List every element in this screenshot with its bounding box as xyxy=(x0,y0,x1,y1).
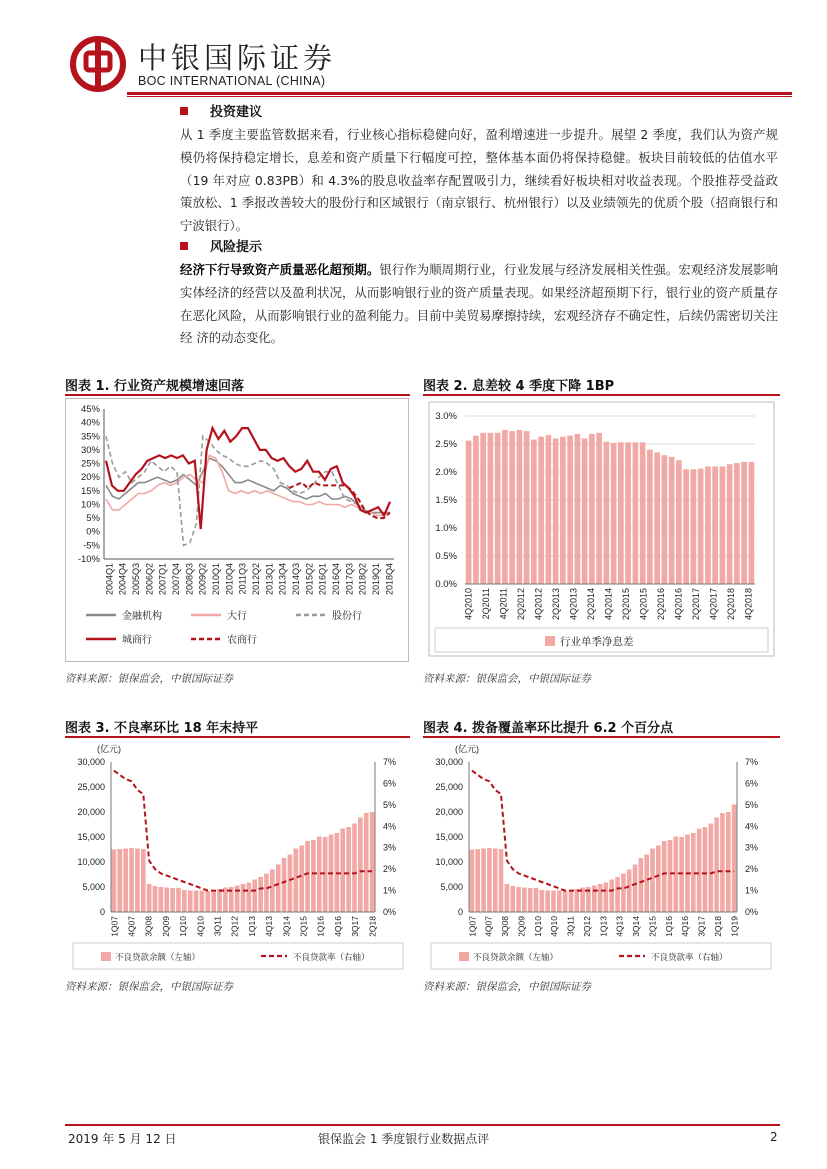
legend-swatch xyxy=(101,952,111,961)
bar xyxy=(553,438,559,584)
y2-tick-label: 1% xyxy=(745,885,759,896)
bar xyxy=(352,824,357,913)
y2-tick-label: 0% xyxy=(745,907,759,917)
x-tick-label: 2Q15 xyxy=(298,916,309,937)
x-tick-label: 4Q2012 xyxy=(533,588,544,621)
y2-tick-label: 7% xyxy=(383,757,397,767)
figure-2-title: 图表 2. 息差较 4 季度下降 1BP xyxy=(423,379,615,394)
y-tick-label: 10,000 xyxy=(77,857,105,867)
x-tick-label: 4Q16 xyxy=(680,916,691,937)
y2-tick-label: 4% xyxy=(745,821,759,832)
bar xyxy=(493,849,498,913)
legend-label: 大行 xyxy=(227,611,247,622)
bar xyxy=(205,891,210,912)
risk-lead: 经济下行导致资产质量恶化超预期。 xyxy=(180,262,380,277)
x-tick-label: 3Q08 xyxy=(143,916,154,937)
y2-tick-label: 5% xyxy=(745,799,759,810)
y-axis-unit: (亿元) xyxy=(455,744,479,754)
y-tick-label: 15,000 xyxy=(77,832,105,842)
y2-tick-label: 2% xyxy=(383,864,397,875)
bar xyxy=(540,890,545,912)
x-tick-label: 4Q2014 xyxy=(603,588,614,621)
x-tick-label: 2017Q3 xyxy=(344,563,355,596)
y-tick-label: 0.0% xyxy=(435,579,457,590)
x-tick-label: 2004Q1 xyxy=(104,563,115,596)
y2-tick-label: 7% xyxy=(745,757,759,767)
x-tick-label: 2007Q1 xyxy=(157,563,168,596)
figure-1-source: 资料来源：银保监会，中银国际证券 xyxy=(65,673,233,685)
bar xyxy=(574,889,579,912)
x-tick-label: 1Q19 xyxy=(729,916,740,937)
bar xyxy=(517,430,523,584)
bar xyxy=(516,887,521,912)
bar xyxy=(683,469,689,584)
bar xyxy=(662,455,668,584)
bar xyxy=(734,463,740,584)
bar xyxy=(217,889,222,912)
bar xyxy=(546,435,552,584)
x-tick-label: 2009Q2 xyxy=(197,563,208,596)
bar xyxy=(703,827,708,912)
y-tick-label: 1.5% xyxy=(435,495,457,506)
y-tick-label: 0 xyxy=(99,907,105,917)
bar xyxy=(732,805,737,913)
bar xyxy=(575,434,581,584)
y-tick-label: 25,000 xyxy=(77,782,105,792)
bar xyxy=(495,433,501,584)
bar xyxy=(726,812,731,912)
legend-label: 不良贷款余额（左轴） xyxy=(115,952,201,962)
bar xyxy=(712,466,718,584)
asset-growth-line-chart xyxy=(66,399,408,661)
x-tick-label: 4Q07 xyxy=(126,916,137,937)
bar xyxy=(235,886,240,913)
bar xyxy=(625,442,631,584)
bar xyxy=(720,466,726,584)
x-tick-label: 4Q2013 xyxy=(568,588,579,621)
bar xyxy=(611,443,617,584)
y2-tick-label: 6% xyxy=(745,778,759,789)
x-tick-label: 2013Q1 xyxy=(264,563,275,596)
x-tick-label: 2019Q1 xyxy=(371,563,382,596)
bar xyxy=(604,883,609,913)
x-tick-label: 3Q11 xyxy=(565,916,576,937)
header-rule xyxy=(127,92,792,95)
bar xyxy=(563,891,568,912)
x-tick-label: 2005Q3 xyxy=(131,563,142,596)
y-tick-label: 30,000 xyxy=(435,757,463,767)
bar xyxy=(662,841,667,912)
x-tick-label: 1Q07 xyxy=(467,916,478,937)
x-tick-label: 4Q2015 xyxy=(638,588,649,621)
legend-label: 不良贷款率（右轴） xyxy=(293,952,370,962)
bar xyxy=(705,466,711,584)
x-tick-label: 4Q2017 xyxy=(708,588,719,621)
bar xyxy=(475,849,480,912)
x-tick-label: 1Q07 xyxy=(109,916,120,937)
npl-ratio-line xyxy=(472,771,734,891)
bar xyxy=(480,433,486,584)
bar xyxy=(293,849,298,913)
x-tick-label: 2004Q4 xyxy=(117,563,128,596)
bar xyxy=(470,850,475,913)
bar xyxy=(176,888,181,912)
figure-1-box xyxy=(65,398,409,662)
bar xyxy=(252,880,257,913)
bar xyxy=(708,824,713,913)
bar xyxy=(311,840,316,912)
x-tick-label: 2Q09 xyxy=(516,916,527,937)
x-tick-label: 4Q2016 xyxy=(673,588,684,621)
boc-logo-icon xyxy=(70,36,126,92)
x-tick-label: 4Q2011 xyxy=(498,588,509,620)
bar xyxy=(582,438,588,584)
bar xyxy=(288,855,293,913)
y2-tick-label: 1% xyxy=(383,885,397,896)
bar xyxy=(615,877,620,912)
figure-4-box xyxy=(423,738,780,973)
x-tick-label: 2008Q3 xyxy=(184,563,195,596)
npl-chart-3 xyxy=(65,738,410,973)
bar xyxy=(668,840,673,912)
bar xyxy=(370,812,375,912)
x-tick-label: 2010Q1 xyxy=(211,563,222,596)
y-tick-label: -5% xyxy=(83,540,100,552)
legend-swatch xyxy=(459,952,469,961)
y-tick-label: 0 xyxy=(457,907,463,917)
bar xyxy=(644,855,649,913)
x-tick-label: 2Q2015 xyxy=(620,588,631,621)
y2-tick-label: 6% xyxy=(383,778,397,789)
bar xyxy=(505,884,510,912)
x-tick-label: 2Q2017 xyxy=(690,588,701,621)
y-axis-unit: (亿元) xyxy=(97,744,121,754)
bar xyxy=(640,442,646,584)
x-tick-label: 2013Q4 xyxy=(277,563,288,596)
bar xyxy=(569,891,574,913)
x-tick-label: 2011Q3 xyxy=(237,563,248,595)
series-line-股份行 xyxy=(106,436,390,545)
x-tick-label: 2Q2012 xyxy=(515,588,526,621)
invest-paragraph: 从 1 季度主要监管数据来看，行业核心指标稳健向好，盈利增速进一步提升。展望 2 季度，我们认为资产规模仍将保持稳定增长，息差和资产质量下行幅度可控，整体基本面仍将保持稳健。板块目前较低的估值水平（19 年对应 0.83PB）和 4.3%的股息收益率存配置吸引力，继续看好板块相对收益表现。个股推荐受益政策放松、1 季报改善较大的股份行和区域银行（南京银行、杭州银行）以及业绩领先的优质个股（招商银行和宁波银行）。 xyxy=(180,127,778,234)
bar xyxy=(194,891,199,913)
bar xyxy=(358,818,363,913)
bar xyxy=(129,848,134,912)
invest-heading: 投资建议 xyxy=(180,101,262,120)
bar xyxy=(598,884,603,912)
x-tick-label: 1Q13 xyxy=(246,916,257,937)
figure-3-source: 资料来源：银保监会，中银国际证券 xyxy=(65,981,233,993)
bar xyxy=(604,442,610,584)
x-tick-label: 2Q2018 xyxy=(725,588,736,621)
y-tick-label: 25% xyxy=(80,458,100,470)
x-tick-label: 4Q10 xyxy=(195,916,206,937)
header-rule-thin xyxy=(127,96,792,97)
bar xyxy=(200,891,205,913)
legend-label: 金融机构 xyxy=(122,611,162,622)
y-tick-label: 5% xyxy=(86,513,100,525)
x-tick-label: 3Q11 xyxy=(212,916,223,937)
bar xyxy=(567,436,573,584)
x-tick-label: 4Q2010 xyxy=(463,588,474,621)
bar xyxy=(538,437,544,584)
bar xyxy=(714,818,719,913)
x-tick-label: 1Q10 xyxy=(178,916,189,937)
bar xyxy=(627,870,632,913)
risk-body: 银行作为顺周期行业，行业发展与经济发展相关性强。宏观经济发展影响实体经济的经营以及盈利状况，从而影响银行业的资产质量表现。如果经济超预期下行，银行业的资产质量存在恶化风险，从而影响银行业的盈利能力。目前中美贸易摩擦持续，宏观经济存不确定性，后续仍需密切关注经 济的动态变化。 xyxy=(180,262,779,346)
nim-bar-chart xyxy=(423,398,780,660)
x-tick-label: 1Q16 xyxy=(663,916,674,937)
x-tick-label: 3Q08 xyxy=(500,916,510,937)
y2-tick-label: 3% xyxy=(383,842,397,853)
npl-chart-4 xyxy=(423,738,780,973)
y2-tick-label: 0% xyxy=(383,907,397,917)
figure-1-rule xyxy=(65,394,410,396)
bar xyxy=(499,849,504,912)
y-tick-label: 5,000 xyxy=(440,882,463,892)
bar xyxy=(159,887,164,912)
bar xyxy=(647,450,653,584)
y2-tick-label: 3% xyxy=(745,842,759,853)
y-tick-label: 20,000 xyxy=(77,807,105,817)
footer-doc-title: 银保监会 1 季度银行业数据点评 xyxy=(318,1132,490,1146)
x-tick-label: 3Q14 xyxy=(281,916,292,937)
legend-swatch xyxy=(545,636,555,646)
bar xyxy=(560,437,566,584)
series-line-城商行 xyxy=(106,428,390,529)
y-tick-label: 25,000 xyxy=(435,782,463,792)
x-tick-label: 2016Q4 xyxy=(331,563,342,596)
bar xyxy=(618,442,624,584)
bar xyxy=(299,846,304,913)
x-tick-label: 4Q16 xyxy=(332,916,343,937)
x-tick-label: 2018Q4 xyxy=(384,563,395,596)
bar xyxy=(147,884,152,912)
x-tick-label: 3Q14 xyxy=(631,916,641,937)
figure-2-source: 资料来源：银保监会，中银国际证券 xyxy=(423,673,591,685)
brand-name-cn: 中银国际证券 xyxy=(138,41,337,75)
bar xyxy=(112,850,117,913)
y-tick-label: 10% xyxy=(80,499,100,511)
legend-label: 不良贷款余额（左轴） xyxy=(473,952,559,962)
legend-label: 股份行 xyxy=(332,611,362,622)
y-tick-label: 35% xyxy=(80,431,100,443)
figure-4-source: 资料来源：银保监会，中银国际证券 xyxy=(423,981,591,993)
bar xyxy=(211,891,216,913)
y-tick-label: 0% xyxy=(86,526,100,538)
bar xyxy=(282,858,287,912)
x-tick-label: 1Q10 xyxy=(532,916,543,937)
legend-label: 城商行 xyxy=(122,635,152,646)
bar xyxy=(697,829,702,913)
x-tick-label: 2Q18 xyxy=(367,916,378,937)
bar xyxy=(135,849,140,913)
npl-ratio-line xyxy=(114,771,372,891)
bar xyxy=(346,827,351,912)
x-tick-label: 4Q07 xyxy=(483,916,494,937)
bar xyxy=(276,865,281,913)
x-tick-label: 2Q12 xyxy=(229,916,240,937)
x-tick-label: 2Q2016 xyxy=(655,588,666,621)
x-tick-label: 1Q13 xyxy=(598,916,609,937)
bar xyxy=(589,434,595,584)
bar xyxy=(524,431,530,584)
x-tick-label: 2016Q1 xyxy=(317,563,328,596)
x-tick-label: 4Q13 xyxy=(614,916,625,937)
y-tick-label: 1.0% xyxy=(435,523,457,534)
y2-tick-label: 5% xyxy=(383,799,397,810)
bar xyxy=(258,877,263,912)
bar xyxy=(676,460,682,584)
bar xyxy=(117,849,122,912)
bullet-square-icon xyxy=(180,107,188,115)
bar xyxy=(170,888,175,912)
x-tick-label: 2010Q4 xyxy=(224,563,235,596)
bar xyxy=(727,464,733,584)
bar xyxy=(741,462,747,584)
bar xyxy=(340,829,345,913)
x-tick-label: 2Q15 xyxy=(647,916,658,937)
bar xyxy=(592,886,597,913)
bar xyxy=(633,865,638,913)
bar xyxy=(481,849,486,913)
bar xyxy=(364,813,369,912)
legend-label: 行业单季净息差 xyxy=(560,636,634,648)
bar xyxy=(596,433,602,584)
bar xyxy=(720,813,725,912)
y-tick-label: 45% xyxy=(80,404,100,415)
bar xyxy=(182,890,187,912)
x-tick-label: 4Q2018 xyxy=(743,588,754,621)
bar xyxy=(698,469,704,584)
footer-date: 2019 年 5 月 12 日 xyxy=(68,1132,177,1146)
y-tick-label: 30,000 xyxy=(77,757,105,767)
bar xyxy=(691,469,697,584)
x-tick-label: 1Q16 xyxy=(315,916,326,937)
x-tick-label: 3Q17 xyxy=(350,916,361,937)
x-tick-label: 2Q12 xyxy=(581,916,592,937)
y-tick-label: 40% xyxy=(80,417,100,429)
bar xyxy=(188,891,193,913)
bar xyxy=(487,848,492,912)
legend-label: 农商行 xyxy=(227,635,257,646)
y-tick-label: 2.5% xyxy=(435,439,457,450)
bar xyxy=(656,846,661,913)
bar xyxy=(545,891,550,913)
bar xyxy=(654,452,660,584)
risk-paragraph xyxy=(180,259,778,350)
bar xyxy=(466,441,472,584)
bar xyxy=(305,841,310,912)
bar xyxy=(488,433,494,584)
bar xyxy=(621,874,626,913)
bar xyxy=(531,440,537,584)
bar xyxy=(502,430,508,584)
footer-rule xyxy=(65,1124,780,1126)
bar xyxy=(669,457,675,584)
bar xyxy=(534,888,539,912)
bar xyxy=(247,883,252,913)
bar xyxy=(141,849,146,912)
y2-tick-label: 2% xyxy=(745,864,759,875)
y-tick-label: 5,000 xyxy=(82,882,105,892)
y-tick-label: 15,000 xyxy=(435,832,463,842)
bar xyxy=(609,880,614,913)
y-tick-label: 20% xyxy=(80,472,100,484)
bar xyxy=(679,837,684,912)
bar xyxy=(509,431,515,584)
figure-3-title: 图表 3. 不良率环比 18 年末持平 xyxy=(65,721,259,736)
x-tick-label: 2Q18 xyxy=(712,916,723,937)
x-tick-label: 2012Q2 xyxy=(251,563,262,596)
y-tick-label: 2.0% xyxy=(435,467,457,478)
bar xyxy=(528,888,533,912)
bar xyxy=(241,884,246,912)
bar xyxy=(323,837,328,912)
bar xyxy=(557,891,562,913)
x-tick-label: 2006Q2 xyxy=(144,563,155,596)
bar xyxy=(522,888,527,913)
legend-label: 不良贷款率（右轴） xyxy=(651,952,728,962)
bar xyxy=(510,886,515,912)
y-tick-label: 20,000 xyxy=(435,807,463,817)
y-tick-label: 30% xyxy=(80,444,100,456)
bar xyxy=(264,874,269,913)
bar xyxy=(270,870,275,913)
x-tick-label: 2Q09 xyxy=(160,916,171,937)
y-tick-label: -10% xyxy=(77,554,100,565)
bar xyxy=(650,849,655,913)
y-tick-label: 15% xyxy=(80,485,100,497)
x-tick-label: 2Q2013 xyxy=(550,588,561,621)
risk-heading: 风险提示 xyxy=(180,236,262,255)
bar xyxy=(164,888,169,913)
figure-2-box xyxy=(423,398,780,660)
x-tick-label: 4Q13 xyxy=(264,916,275,937)
bar xyxy=(473,436,479,584)
bar xyxy=(551,891,556,913)
page-number: 2 xyxy=(770,1130,778,1144)
y-tick-label: 3.0% xyxy=(435,411,457,422)
x-tick-label: 3Q17 xyxy=(696,916,707,937)
y2-tick-label: 4% xyxy=(383,821,397,832)
x-tick-label: 4Q10 xyxy=(549,916,560,937)
bar xyxy=(153,886,158,912)
x-tick-label: 2015Q2 xyxy=(304,563,315,596)
figure-4-title: 图表 4. 拨备覆盖率环比提升 6.2 个百分点 xyxy=(423,721,674,736)
x-tick-label: 2007Q4 xyxy=(171,563,182,596)
brand-name-en: BOC INTERNATIONAL (CHINA) xyxy=(138,74,326,88)
figure-3-box xyxy=(65,738,410,973)
x-tick-label: 2Q2011 xyxy=(480,588,491,620)
bar xyxy=(749,462,755,584)
figure-1-title: 图表 1. 行业资产规模增速回落 xyxy=(65,379,245,394)
bar xyxy=(123,849,128,913)
bar xyxy=(639,858,644,912)
y-tick-label: 0.5% xyxy=(435,551,457,562)
y-tick-label: 10,000 xyxy=(435,857,463,867)
x-tick-label: 2018Q2 xyxy=(357,563,368,596)
figure-2-rule xyxy=(423,394,780,396)
x-tick-label: 2Q2014 xyxy=(585,588,596,621)
bar xyxy=(633,442,639,584)
bullet-square-icon xyxy=(180,242,188,250)
x-tick-label: 2014Q3 xyxy=(291,563,302,596)
